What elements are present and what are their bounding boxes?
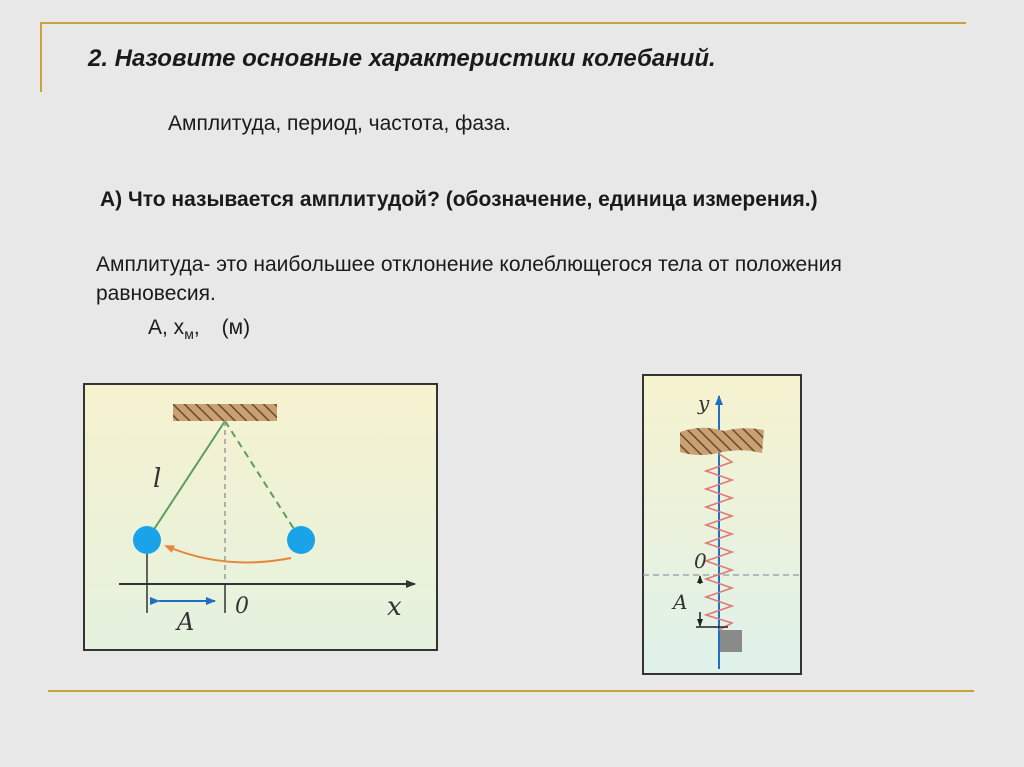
- y-axis-label: y: [698, 391, 710, 415]
- notation-symbol: А, x: [148, 316, 185, 339]
- origin-label: 0: [694, 549, 707, 573]
- amplitude-definition: Амплитуда- это наибольшее отклонение колеблющегося тела от положения равновесия.: [96, 253, 842, 305]
- pendulum-ball-dashed: [287, 526, 315, 554]
- pendulum-figure-frame: [84, 384, 437, 650]
- notation-unit: (м): [221, 316, 251, 339]
- left-decorative-rule: [40, 22, 42, 92]
- ceiling-mount: [680, 428, 764, 455]
- amplitude-notation: [148, 316, 250, 342]
- amplitude-question: А) Что называется амплитудой? (обозначение, единица измерения.): [100, 188, 818, 211]
- bottom-decorative-rule: [48, 690, 974, 692]
- notation-subscript: м: [184, 326, 194, 343]
- origin-label: 0: [235, 594, 249, 619]
- pendulum-ball: [133, 526, 161, 554]
- amplitude-label: A: [177, 608, 195, 636]
- notation-separator: ,: [193, 316, 200, 339]
- spring-weight: [720, 630, 742, 652]
- slide-title: 2. Назовите основные характеристики колебаний.: [88, 45, 716, 72]
- spring-figure: [642, 374, 802, 675]
- x-axis-label: x: [387, 592, 402, 622]
- ceiling-mount: [173, 404, 277, 421]
- amplitude-label: A: [673, 590, 688, 614]
- top-decorative-rule: [40, 22, 966, 24]
- characteristics-answer: Амплитуда, период, частота, фаза.: [168, 112, 511, 135]
- length-label: l: [153, 464, 162, 494]
- pendulum-figure: [83, 383, 438, 651]
